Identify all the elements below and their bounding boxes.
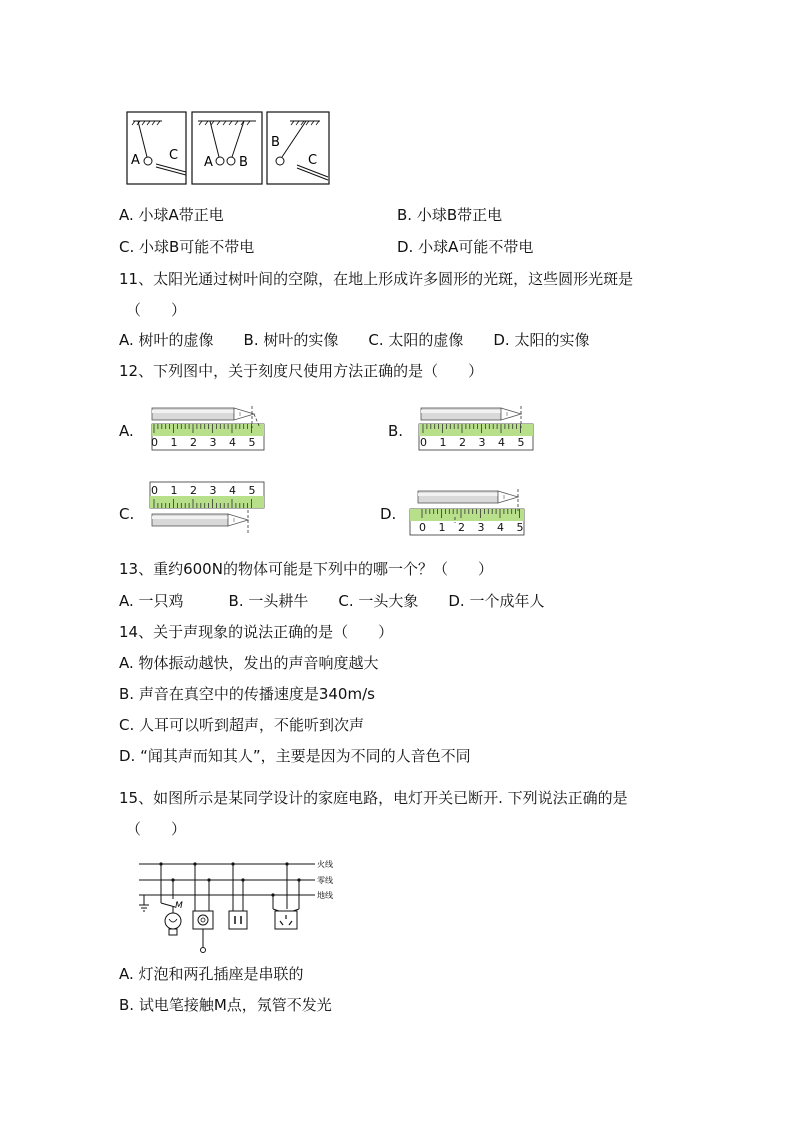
pencil	[152, 408, 254, 420]
ruler-number: 2	[458, 521, 465, 534]
ball-label-c: C	[169, 148, 179, 163]
q14-option-a: A. 物体振动越快，发出的声音响度越大	[119, 654, 379, 672]
neutral-wire-label: 零线	[317, 876, 333, 885]
ball-label-a: A	[204, 155, 213, 170]
ball-label-b: B	[271, 135, 280, 150]
q12-label-b: B.	[388, 422, 404, 440]
pencil	[418, 491, 518, 503]
q12-stem: 12、下列图中，关于刻度尺使用方法正确的是（ ）	[119, 362, 484, 380]
ruler-number: 5	[517, 436, 525, 449]
q14-stem: 14、关于声现象的说法正确的是（ ）	[119, 623, 394, 641]
ruler-number: 0	[151, 436, 158, 449]
ruler-number: 3	[209, 484, 217, 497]
q12-label-d: D.	[380, 505, 397, 523]
q12-label-c: C.	[119, 505, 135, 523]
ruler	[150, 482, 264, 508]
ruler-number: 5	[516, 521, 524, 534]
ruler-number: 3	[209, 436, 217, 449]
ball-label-b: B	[239, 155, 248, 170]
ruler-option-b	[417, 402, 539, 460]
ruler-number: 2	[190, 484, 197, 497]
ruler-number: 1	[439, 436, 447, 449]
ruler-option-a	[148, 402, 270, 460]
q11-stem: 11、太阳光通过树叶间的空隙，在地上形成许多圆形的光斑，这些圆形光斑是	[119, 270, 634, 288]
q10-option-b: B. 小球B带正电	[397, 206, 503, 224]
ruler-number: 4	[497, 521, 504, 534]
ruler-number: 1	[438, 521, 446, 534]
ruler-number: 4	[229, 484, 236, 497]
q10-option-c: C. 小球B可能不带电	[119, 238, 255, 256]
q13-options: A. 一只鸡 B. 一头耕牛 C. 一头大象 D. 一个成年人	[119, 592, 545, 610]
q15-option-b: B. 试电笔接触M点，氖管不发光	[119, 996, 332, 1014]
ruler-number: 5	[248, 436, 256, 449]
q11-paren: （ ）	[126, 301, 187, 319]
q13-stem: 13、重约600N的物体可能是下列中的哪一个？（ ）	[119, 560, 493, 578]
ruler-number: 5	[248, 484, 256, 497]
charged-balls-figure	[120, 108, 335, 188]
ruler-number: 0	[420, 436, 427, 449]
ruler-number: 2	[190, 436, 197, 449]
live-wire-label: 火线	[317, 860, 333, 869]
point-m-label: M	[175, 901, 183, 911]
q14-option-d: D. “闻其声而知其人”，主要是因为不同的人音色不同	[119, 747, 471, 765]
q14-option-c: C. 人耳可以听到超声，不能听到次声	[119, 716, 365, 734]
ruler	[410, 509, 524, 535]
ruler-number: 0	[151, 484, 158, 497]
ruler-option-c	[148, 480, 270, 538]
ruler	[151, 424, 264, 450]
pencil	[152, 514, 248, 526]
balls-panel-3	[267, 112, 329, 184]
q14-option-b: B. 声音在真空中的传播速度是340m/s	[119, 685, 375, 703]
pencil	[421, 408, 521, 420]
q12-label-a: A.	[119, 422, 134, 440]
ball-label-a: A	[131, 153, 140, 168]
q10-option-d: D. 小球A可能不带电	[397, 238, 534, 256]
q11-options: A. 树叶的虚像 B. 树叶的实像 C. 太阳的虚像 D. 太阳的实像	[119, 331, 590, 349]
q15-option-a: A. 灯泡和两孔插座是串联的	[119, 965, 304, 983]
ruler-number: 2	[459, 436, 466, 449]
ruler-number: 4	[229, 436, 236, 449]
q15-paren: （ ）	[126, 820, 187, 838]
q15-stem: 15、如图所示是某同学设计的家庭电路，电灯开关已断开. 下列说法正确的是	[119, 789, 628, 807]
ruler-number: 3	[477, 521, 485, 534]
ruler-number: 1	[170, 484, 178, 497]
ground-wire-label: 地线	[317, 891, 333, 900]
household-circuit-figure	[135, 855, 355, 960]
ruler-option-d	[408, 487, 530, 545]
ruler-number: 3	[478, 436, 486, 449]
ball-label-c: C	[308, 153, 318, 168]
q10-option-a: A. 小球A带正电	[119, 206, 224, 224]
ruler-number: 0	[419, 521, 426, 534]
ruler-number: 4	[498, 436, 505, 449]
ruler-number: 1	[170, 436, 178, 449]
ruler	[419, 424, 533, 450]
balls-panel-1	[127, 112, 186, 184]
balls-panel-2	[192, 112, 262, 184]
